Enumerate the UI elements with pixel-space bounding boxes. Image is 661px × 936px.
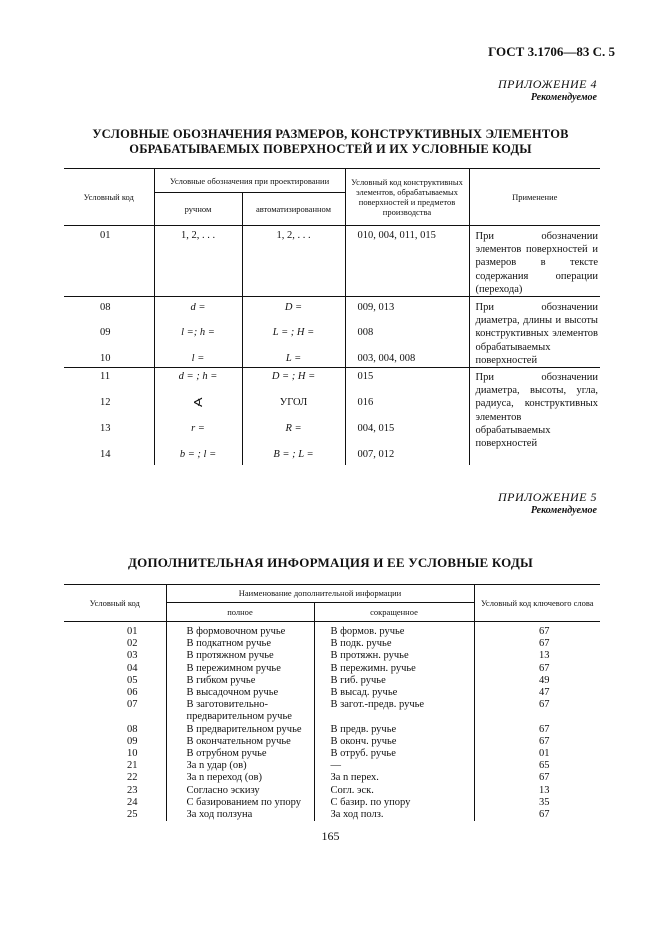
table-row [64, 736, 600, 748]
table-row [64, 687, 600, 699]
table1-title [0, 127, 661, 157]
t2-short: В предв. ручье [314, 724, 474, 736]
t2-code: 01 [127, 626, 138, 637]
table1-title-line2: ОБРАБАТЫВАЕМЫХ ПОВЕРХНОСТЕЙ И ИХ УСЛОВНЫЕ КОДЫ [129, 142, 532, 156]
t2-keyword-code: 67 [474, 663, 600, 675]
t2-full: В гибком ручье [166, 675, 314, 687]
table-row [64, 797, 600, 809]
t2-keyword-code: 67 [474, 724, 600, 736]
t1-code: 01 [100, 230, 111, 241]
t1-header-application: Применение [469, 169, 600, 226]
t2-keyword-code: 67 [474, 809, 600, 821]
t2-keyword-code: 01 [474, 748, 600, 760]
t2-full: Согласно эскизу [166, 785, 314, 797]
t2-short: В гиб. ручье [314, 675, 474, 687]
t1-code: 08 [100, 302, 111, 314]
t1-elem: 009, 013 [345, 297, 469, 323]
t2-keyword-code: 67 [474, 736, 600, 748]
t2-keyword-code: 47 [474, 687, 600, 699]
t1-elem: 016 [345, 391, 469, 418]
t2-code: 05 [127, 674, 138, 686]
t2-short: За ход полз. [314, 809, 474, 821]
dimensions-codes-table [64, 168, 600, 465]
table-row [64, 675, 600, 687]
t1-application: При обозначении элементов поверхностей и размеров в тексте содержания операции (перехода) [469, 226, 600, 297]
t2-full: В отрубном ручье [166, 748, 314, 760]
table1-title-line1: УСЛОВНЫЕ ОБОЗНАЧЕНИЯ РАЗМЕРОВ, КОНСТРУКТИВНЫХ ЭЛЕМЕНТОВ [92, 127, 569, 141]
t1-elem: 008 [345, 322, 469, 349]
t2-keyword-code: 35 [474, 797, 600, 809]
t2-keyword-code: 13 [474, 785, 600, 797]
t2-short: В пережимн. ручье [314, 663, 474, 675]
t2-header-keyword: Условный код ключевого слова [474, 585, 600, 622]
t2-short: С базир. по упору [314, 797, 474, 809]
t1-code: 14 [100, 448, 111, 460]
table-row [64, 785, 600, 797]
t2-header-name: Наименование дополнительной информации [166, 585, 474, 603]
table-row [64, 650, 600, 662]
t2-short: В подк. ручье [314, 638, 474, 650]
t2-keyword-code: 67 [474, 622, 600, 639]
t1-auto: D = [242, 297, 345, 323]
t1-application: При обозначении диаметра, высоты, угла, радиуса, конструктивных элементов обрабатываемых поверхностей [469, 368, 600, 465]
table2-title: ДОПОЛНИТЕЛЬНАЯ ИНФОРМАЦИЯ И ЕЕ УСЛОВНЫЕ КОДЫ [128, 555, 533, 570]
t2-full: В окончательном ручье [166, 736, 314, 748]
t2-header-short: сокращенное [314, 603, 474, 622]
t2-code: 21 [127, 760, 138, 772]
table-row [64, 226, 600, 297]
t2-short: В загот.-предв. ручье [314, 699, 474, 723]
t1-elem: 007, 012 [345, 443, 469, 465]
appendix-4-status: Рекомендуемое [530, 92, 597, 103]
t2-code: 07 [127, 699, 138, 711]
t2-code: 25 [127, 809, 138, 821]
t2-keyword-code: 67 [474, 638, 600, 650]
t2-keyword-code: 65 [474, 760, 600, 772]
t1-elem: 004, 015 [345, 418, 469, 443]
t1-header-elem-code: Условный код конструктивных элементов, обрабатываемых поверхностей и предметов производства [345, 169, 469, 226]
table-row [64, 297, 600, 323]
t1-manual: d = [154, 297, 242, 323]
t1-auto: R = [242, 418, 345, 443]
appendix-4-label [498, 77, 597, 105]
t1-manual: r = [154, 418, 242, 443]
t1-auto: 1, 2, . . . [242, 226, 345, 297]
t2-short: В оконч. ручье [314, 736, 474, 748]
t1-header-manual: ручном [154, 193, 242, 226]
t1-application: При обозначении диаметра, длины и высоты конструктивных элементов обрабатываемых поверхностей [469, 297, 600, 368]
t2-full: В заготовительно-предварительном ручье [166, 699, 314, 723]
t2-full: В протяжном ручье [166, 650, 314, 662]
t2-body [64, 622, 600, 822]
t2-code: 08 [127, 723, 138, 735]
page-number: 165 [321, 829, 340, 843]
t2-keyword-code: 67 [474, 699, 600, 723]
table-row [64, 638, 600, 650]
t1-code: 09 [100, 327, 111, 339]
appendix-5-title: ПРИЛОЖЕНИЕ 5 [498, 490, 597, 504]
angle-symbol-icon: ∢ [154, 391, 242, 418]
t2-code: 24 [127, 796, 138, 808]
t2-code: 02 [127, 638, 138, 650]
t2-short: Согл. эск. [314, 785, 474, 797]
t2-keyword-code: 13 [474, 650, 600, 662]
table-row [64, 699, 600, 723]
additional-info-table [64, 584, 600, 821]
table-row [64, 772, 600, 784]
appendix-4-title: ПРИЛОЖЕНИЕ 4 [498, 77, 597, 91]
t2-short: В отруб. ручье [314, 748, 474, 760]
t2-keyword-code: 49 [474, 675, 600, 687]
t2-code: 10 [127, 748, 138, 760]
t2-header-full: полное [166, 603, 314, 622]
t2-short: В формов. ручье [314, 622, 474, 639]
t1-manual: l =; h = [154, 322, 242, 349]
t1-elem: 003, 004, 008 [345, 349, 469, 368]
t2-full: За n переход (ов) [166, 772, 314, 784]
t2-full: В предварительном ручье [166, 724, 314, 736]
t2-full: В формовочном ручье [166, 622, 314, 639]
t1-auto: D = ; H = [242, 368, 345, 391]
table-row [64, 663, 600, 675]
t1-manual: d = ; h = [154, 368, 242, 391]
t1-manual: l = [154, 349, 242, 368]
t2-short: В протяжн. ручье [314, 650, 474, 662]
t2-full: В подкатном ручье [166, 638, 314, 650]
t1-header-code: Условный код [83, 192, 134, 202]
t1-code: 11 [100, 371, 111, 383]
t1-manual: b = ; l = [154, 443, 242, 465]
t2-short: — [314, 760, 474, 772]
table-row [64, 622, 600, 639]
t1-header-designation: Условные обозначения при проектировании [154, 169, 345, 193]
t2-full: В высадочном ручье [166, 687, 314, 699]
t1-auto: L = ; H = [242, 322, 345, 349]
appendix-5-label [498, 490, 597, 518]
table-row [64, 760, 600, 772]
t1-auto: УГОЛ [242, 391, 345, 418]
t1-elem: 010, 004, 011, 015 [345, 226, 469, 297]
t2-keyword-code: 67 [474, 772, 600, 784]
t2-full: В пережимном ручье [166, 663, 314, 675]
t2-code: 22 [127, 772, 138, 784]
table-row [64, 368, 600, 391]
t1-auto: B = ; L = [242, 443, 345, 465]
t2-full: За n удар (ов) [166, 760, 314, 772]
table-row [64, 809, 600, 821]
t2-full: За ход ползуна [166, 809, 314, 821]
table-row [64, 748, 600, 760]
document-header: ГОСТ 3.1706—83 С. 5 [488, 44, 615, 59]
t2-header-code: Условный код [89, 597, 140, 608]
t1-elem: 015 [345, 368, 469, 391]
t1-code: 10 [100, 352, 111, 364]
t2-code: 23 [127, 784, 138, 796]
t1-auto: L = [242, 349, 345, 368]
t2-code: 03 [127, 650, 138, 662]
appendix-5-status: Рекомендуемое [530, 505, 597, 516]
t2-code: 09 [127, 735, 138, 747]
t1-code: 13 [100, 422, 111, 434]
t1-manual: 1, 2, . . . [154, 226, 242, 297]
t2-code: 06 [127, 687, 138, 699]
t2-short: В высад. ручье [314, 687, 474, 699]
t1-header-auto: автоматизированном [242, 193, 345, 226]
table-row [64, 724, 600, 736]
t2-code: 04 [127, 662, 138, 674]
t2-full: С базированием по упору [166, 797, 314, 809]
t1-code: 12 [100, 396, 111, 408]
t2-short: За n перех. [314, 772, 474, 784]
